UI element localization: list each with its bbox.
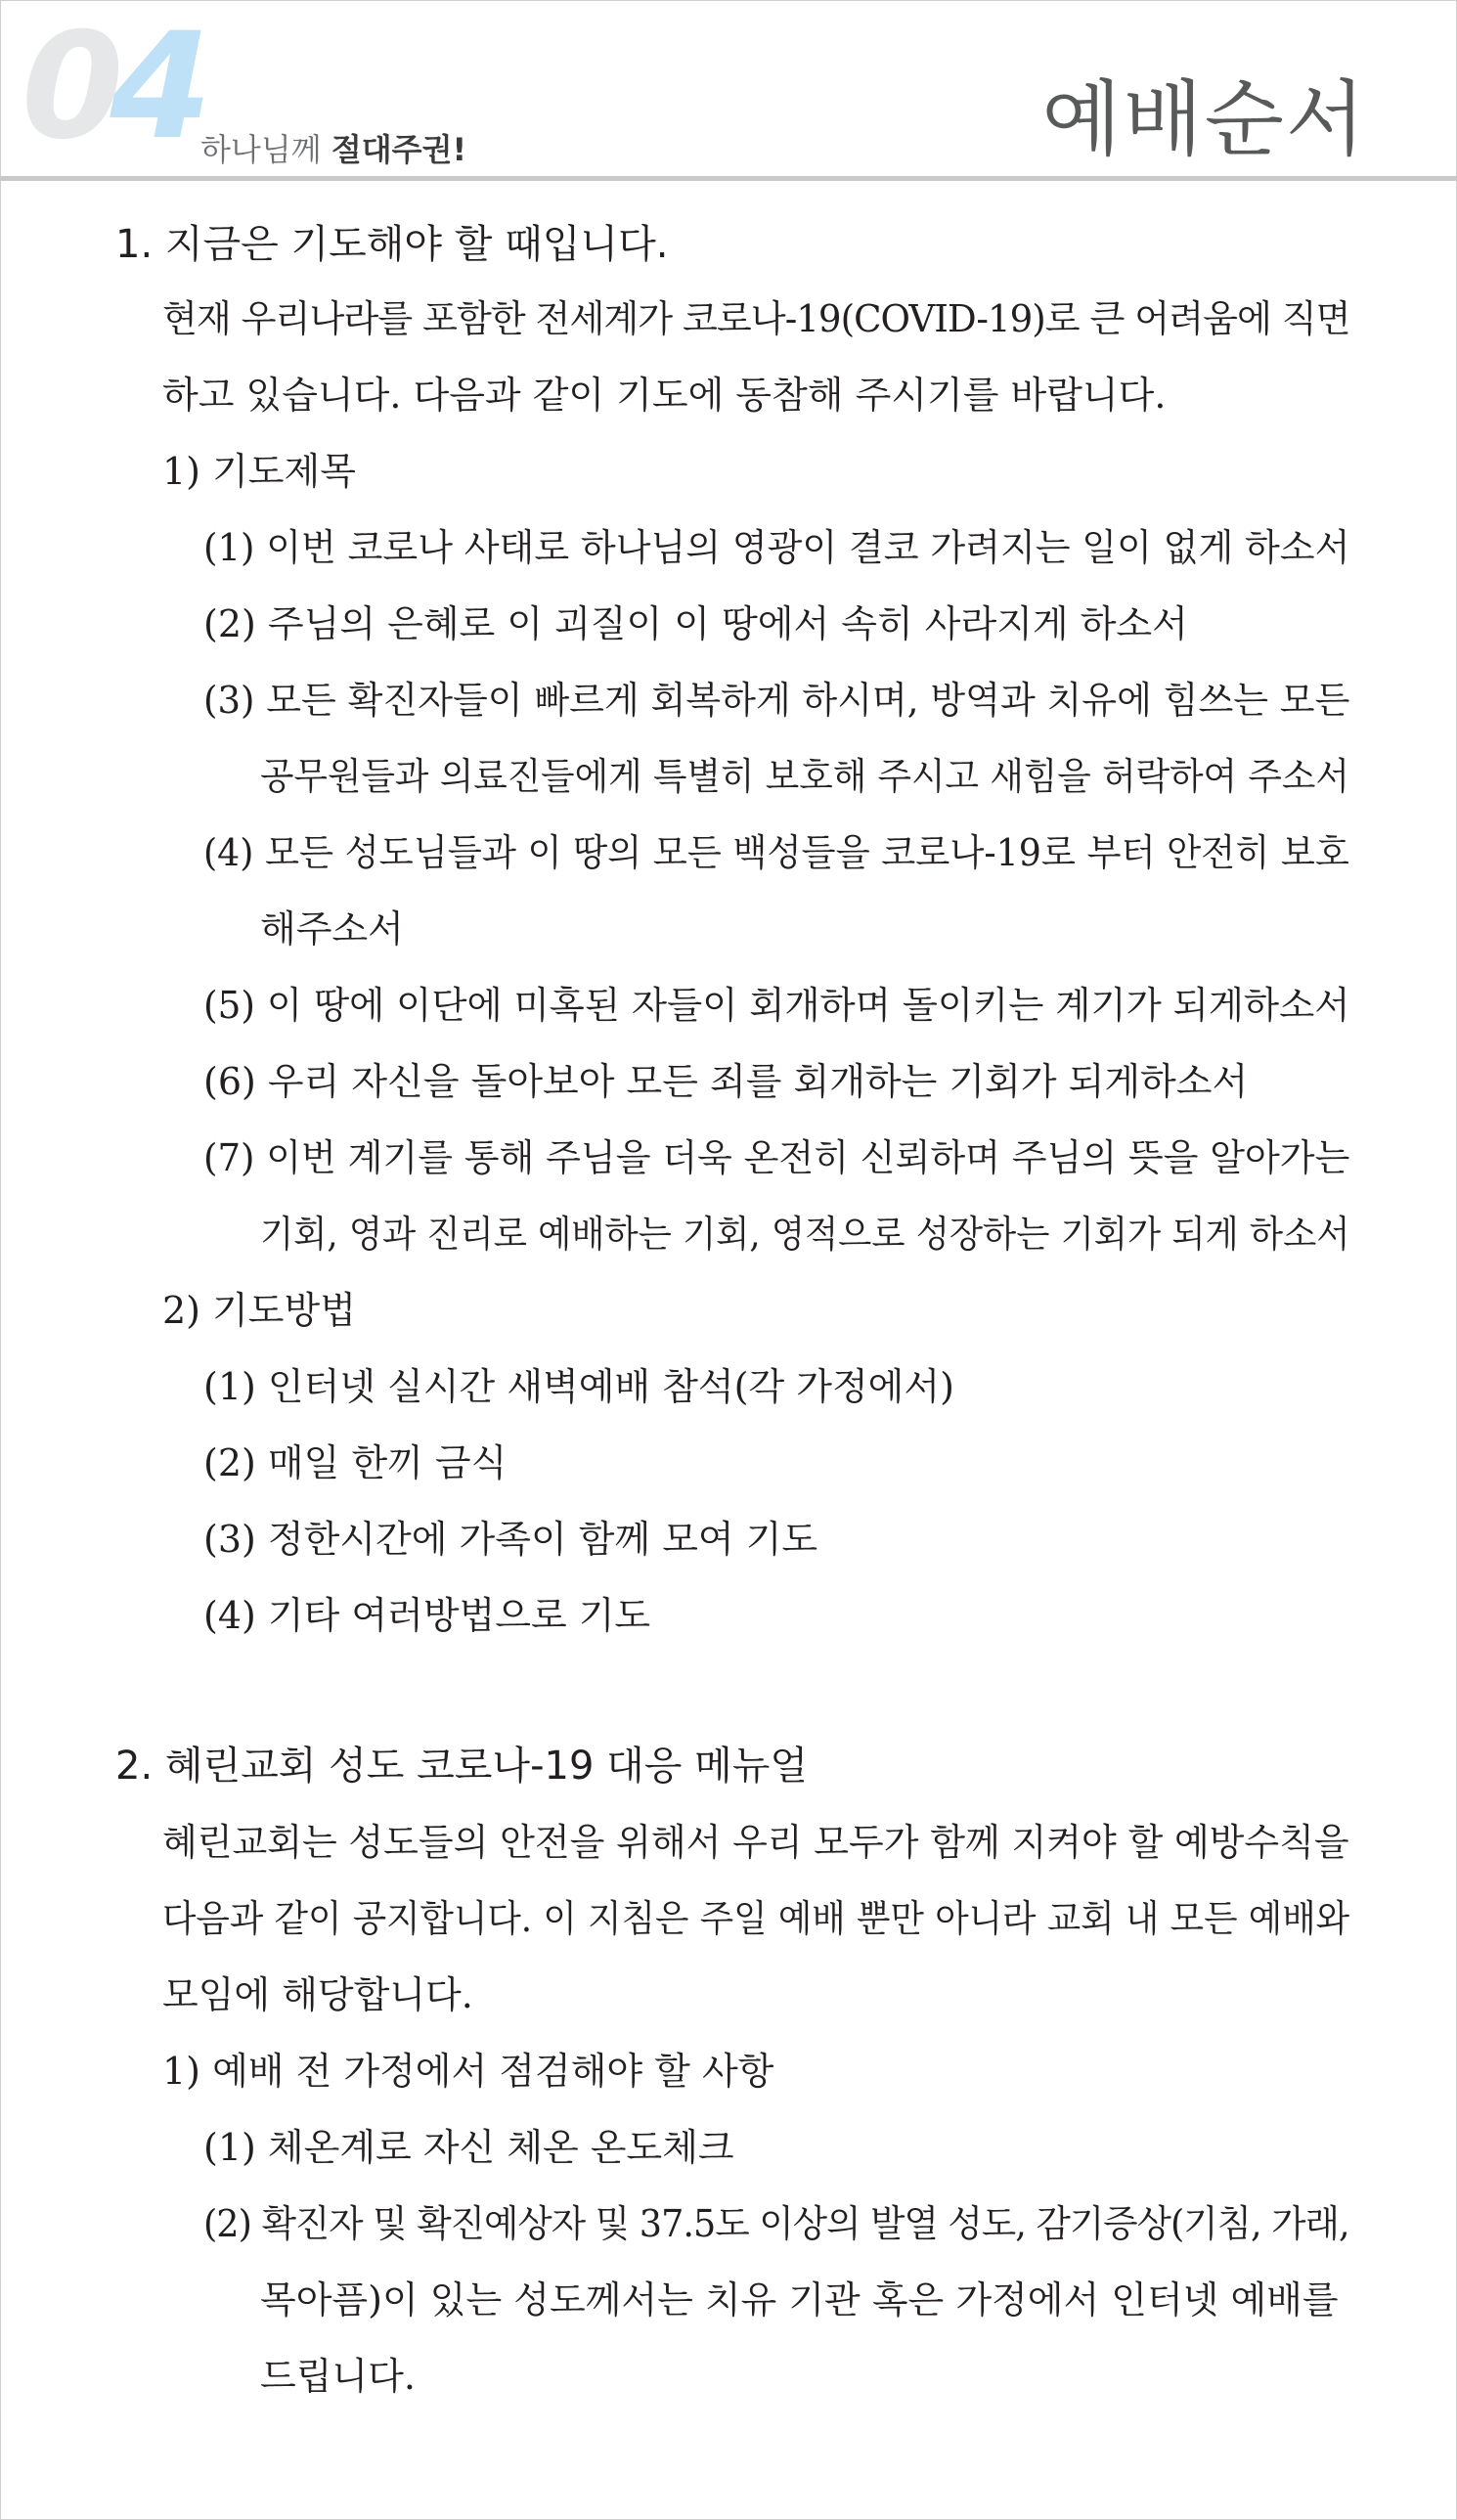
prayer-topic-4-continued: 해주소서: [260, 907, 404, 951]
chapter-number-digit-0: 0: [22, 2, 110, 172]
chapter-subtitle-bold: 절대주권!: [331, 131, 467, 168]
home-check-2: (2) 확진자 및 확진예상자 및 37.5도 이상의 발열 성도, 감기증상(기침, 가래,: [203, 2202, 1349, 2245]
prayer-topic-7: (7) 이번 계기를 통해 주님을 더욱 온전히 신뢰하며 주님의 뜻을 알아가는: [203, 1136, 1350, 1179]
chapter-subtitle: [200, 130, 466, 169]
chapter-number: [22, 2, 199, 172]
home-check-2-continued-end: 드립니다.: [260, 2355, 416, 2398]
prayer-topic-5: (5) 이 땅에 이단에 미혹된 자들이 회개하며 돌이키는 계기가 되게하소서: [203, 984, 1350, 1027]
prayer-method-4: (4) 기타 여러방법으로 기도: [203, 1594, 651, 1637]
prayer-topic-3: (3) 모든 확진자들이 빠르게 회복하게 하시며, 방역과 치유에 힘쓰는 모든: [203, 679, 1350, 722]
home-check-heading: 1) 예배 전 가정에서 점검해야 할 사항: [162, 2050, 774, 2093]
prayer-method-1: (1) 인터넷 실시간 새벽예배 참석(각 가정에서): [203, 1365, 954, 1408]
prayer-method-3: (3) 정한시간에 가족이 함께 모여 기도: [203, 1518, 818, 1561]
page-title: 예배순서: [1041, 71, 1367, 167]
home-check-1: (1) 체온계로 자신 체온 온도체크: [203, 2126, 734, 2169]
prayer-topic-1: (1) 이번 코로나 사태로 하나님의 영광이 결코 가려지는 일이 없게 하소서: [203, 526, 1350, 569]
chapter-subtitle-plain: 하나님께: [200, 131, 331, 168]
section-1-heading: 1. 지금은 기도해야 할 때입니다.: [115, 222, 669, 267]
section-2-intro-line-2: 다음과 같이 공지합니다. 이 지침은 주일 예배 뿐만 아니라 교회 내 모든 예배와: [162, 1897, 1350, 1940]
section-2-intro-line-3: 모임에 해당합니다.: [162, 1973, 473, 2016]
chapter-number-digit-4: 4: [110, 2, 199, 172]
home-check-2-continued: 목아픔)이 있는 성도께서는 치유 기관 혹은 가정에서 인터넷 예배를: [260, 2278, 1339, 2321]
prayer-topics-heading: 1) 기도제목: [162, 450, 356, 493]
section-2-intro-line-1: 혜린교회는 성도들의 안전을 위해서 우리 모두가 함께 지켜야 할 예방수칙을: [162, 1821, 1349, 1864]
prayer-topic-6: (6) 우리 자신을 돌아보아 모든 죄를 회개하는 기회가 되게하소서: [203, 1060, 1249, 1103]
section-2-heading: 2. 혜린교회 성도 코로나-19 대응 메뉴얼: [115, 1744, 809, 1789]
section-1-intro-line-1: 현재 우리나라를 포함한 전세계가 코로나-19(COVID-19)로 큰 어려움에 직면: [162, 297, 1350, 340]
prayer-methods-heading: 2) 기도방법: [162, 1289, 356, 1332]
prayer-topic-4: (4) 모든 성도님들과 이 땅의 모든 백성들을 코로나-19로 부터 안전히 보호: [203, 831, 1349, 874]
prayer-method-2: (2) 매일 한끼 금식: [203, 1441, 508, 1484]
page-header: [0, 0, 1457, 186]
prayer-topic-3-continued: 공무원들과 의료진들에게 특별히 보호해 주시고 새힘을 허락하여 주소서: [260, 755, 1349, 798]
section-1-intro-line-2: 하고 있습니다. 다음과 같이 기도에 동참해 주시기를 바랍니다.: [162, 374, 1167, 417]
header-divider: [0, 176, 1457, 181]
prayer-topic-2: (2) 주님의 은혜로 이 괴질이 이 땅에서 속히 사라지게 하소서: [203, 602, 1188, 645]
prayer-topic-7-continued: 기회, 영과 진리로 예배하는 기회, 영적으로 성장하는 기회가 되게 하소서: [260, 1213, 1350, 1256]
